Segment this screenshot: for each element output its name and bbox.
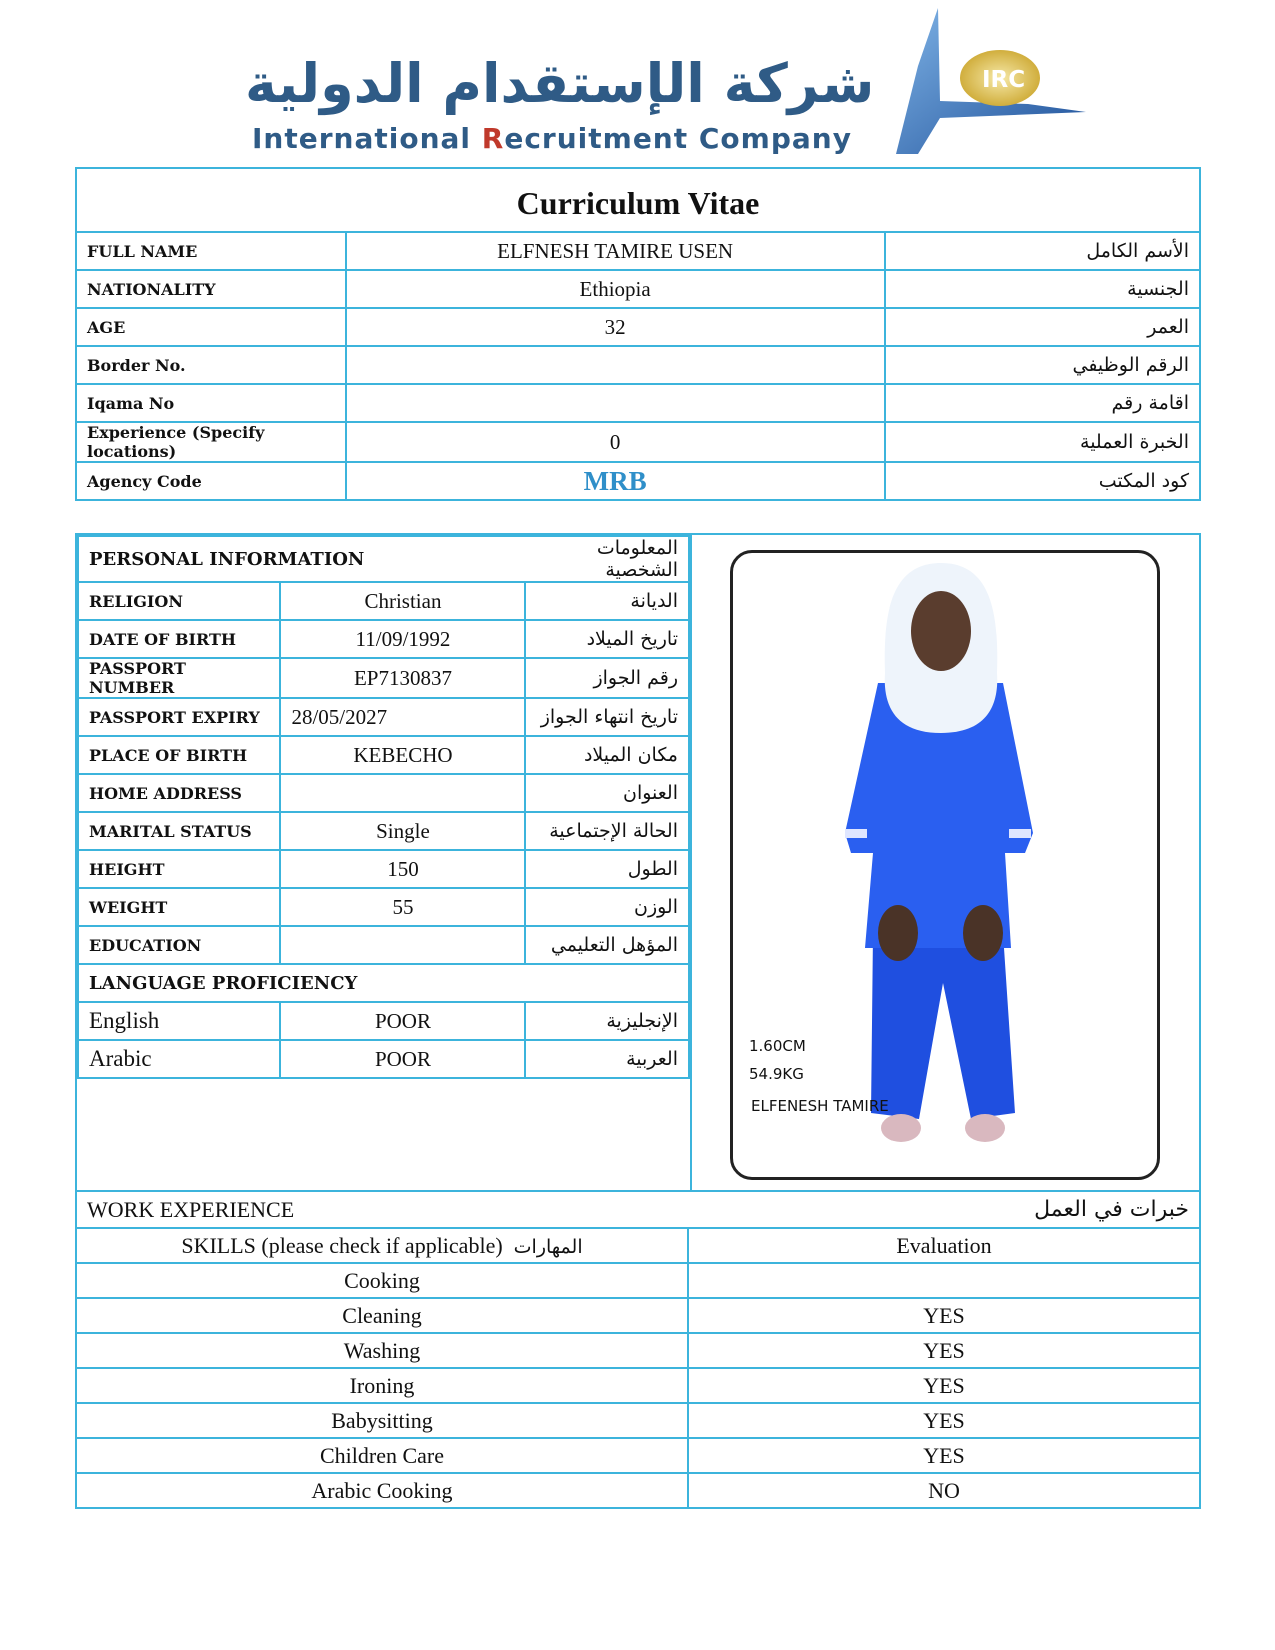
pi-label: DATE OF BIRTH [78,620,280,658]
section-divider [690,535,692,1190]
skill-name: Cleaning [76,1298,688,1333]
pi-value: 11/09/1992 [280,620,525,658]
cv-label: AGE [76,308,346,346]
skill-name: Washing [76,1333,688,1368]
pi-arabic-label: رقم الجواز [525,658,689,698]
skill-name: Children Care [76,1438,688,1473]
cv-value: ELFNESH TAMIRE USEN [346,232,885,270]
personal-info-heading: PERSONAL INFORMATION [78,536,525,582]
pi-row-place-of-birth [78,736,689,774]
cv-row-agency-code [76,462,1200,500]
skill-row-children-care [76,1438,1200,1473]
logo-arabic-text: شركة الإستقدام الدولية [245,52,875,115]
pi-row-religion [78,582,689,620]
cv-label: Iqama No [76,384,346,422]
cv-arabic-label: اقامة رقم [885,384,1200,422]
cv-arabic-label: الخبرة العملية [885,422,1200,462]
language-level: POOR [280,1002,525,1040]
pi-row-date-of-birth [78,620,689,658]
cv-row-nationality [76,270,1200,308]
skill-name: Arabic Cooking [76,1473,688,1508]
skill-row-cleaning [76,1298,1200,1333]
pi-arabic-label: الحالة الإجتماعية [525,812,689,850]
skill-name: Babysitting [76,1403,688,1438]
skill-evaluation: NO [688,1473,1200,1508]
cv-arabic-label: الجنسية [885,270,1200,308]
skills-heading-cell [76,1228,688,1263]
pi-label: PLACE OF BIRTH [78,736,280,774]
skill-evaluation: YES [688,1298,1200,1333]
photo-name-caption: ELFENESH TAMIRE [751,1097,889,1115]
pi-label: EDUCATION [78,926,280,964]
personal-info-table [77,535,690,1079]
skill-evaluation: YES [688,1403,1200,1438]
cv-arabic-label: كود المكتب [885,462,1200,500]
cv-row-border-no [76,346,1200,384]
candidate-photo [730,550,1160,1180]
cv-value: 0 [346,422,885,462]
candidate-figure-icon [733,553,1160,1180]
skill-evaluation: YES [688,1438,1200,1473]
pi-value: 150 [280,850,525,888]
skills-heading-row [76,1228,1200,1263]
pi-value: 28/05/2027 [280,698,525,736]
cv-label: Experience (Specify locations) [76,422,346,462]
pi-value: Single [280,812,525,850]
pi-row-passport-number [78,658,689,698]
pi-arabic-label: تاريخ انتهاء الجواز [525,698,689,736]
logo-badge-text: IRC [982,67,1026,93]
pi-value: EP7130837 [280,658,525,698]
skill-row-arabic-cooking [76,1473,1200,1508]
agency-code-value: MRB [346,462,885,500]
cv-row-age [76,308,1200,346]
pi-label: PASSPORT EXPIRY [78,698,280,736]
pi-arabic-label: الطول [525,850,689,888]
personal-info-heading-row [78,536,689,582]
cv-row-iqama-no [76,384,1200,422]
skills-table [75,1190,1201,1509]
cv-label: FULL NAME [76,232,346,270]
language-arabic-name: العربية [525,1040,689,1078]
skill-name: Ironing [76,1368,688,1403]
pi-row-education [78,926,689,964]
skills-heading: SKILLS (please check if applicable) [181,1232,503,1258]
language-heading-row [78,964,689,1002]
page-title: Curriculum Vitae [76,168,1200,232]
cv-value: 32 [346,308,885,346]
pi-value: Christian [280,582,525,620]
cv-summary-table [75,167,1201,501]
pi-value [280,926,525,964]
cv-value [346,384,885,422]
cv-row-full-name [76,232,1200,270]
skill-name: Cooking [76,1263,688,1298]
pi-label: HEIGHT [78,850,280,888]
pi-label: WEIGHT [78,888,280,926]
pi-arabic-label: العنوان [525,774,689,812]
skill-row-ironing [76,1368,1200,1403]
pi-value [280,774,525,812]
pi-label: PASSPORT NUMBER [78,658,280,698]
photo-height-caption: 1.60CM [749,1037,806,1055]
logo-english-part-2: ecruitment Company [504,122,852,155]
cv-label: NATIONALITY [76,270,346,308]
pi-row-passport-expiry [78,698,689,736]
pi-row-marital-status [78,812,689,850]
company-header [0,0,1275,165]
logo-english-part-1: International [252,122,482,155]
cv-label: Border No. [76,346,346,384]
work-experience-heading: WORK EXPERIENCE [76,1191,688,1228]
cv-row-experience [76,422,1200,462]
work-experience-row [76,1191,1200,1228]
pi-arabic-label: الوزن [525,888,689,926]
language-row-arabic [78,1040,689,1078]
cv-arabic-label: الرقم الوظيفي [885,346,1200,384]
language-arabic-name: الإنجليزية [525,1002,689,1040]
skill-row-babysitting [76,1403,1200,1438]
cv-value [346,346,885,384]
personal-info-heading-arabic: المعلومات الشخصية [525,536,689,582]
pi-value: KEBECHO [280,736,525,774]
language-level: POOR [280,1040,525,1078]
language-name: English [78,1002,280,1040]
cv-arabic-label: العمر [885,308,1200,346]
pi-arabic-label: المؤهل التعليمي [525,926,689,964]
skill-evaluation: YES [688,1333,1200,1368]
skill-row-cooking [76,1263,1200,1298]
skill-row-washing [76,1333,1200,1368]
skills-heading-arabic: المهارات [513,1235,583,1258]
skill-evaluation [688,1263,1200,1298]
pi-label: MARITAL STATUS [78,812,280,850]
pi-label: HOME ADDRESS [78,774,280,812]
work-experience-heading-arabic: خبرات في العمل [688,1191,1200,1228]
pi-row-home-address [78,774,689,812]
company-logo-icon [878,6,1088,156]
pi-row-height [78,850,689,888]
cv-label: Agency Code [76,462,346,500]
pi-arabic-label: مكان الميلاد [525,736,689,774]
cv-arabic-label: الأسم الكامل [885,232,1200,270]
photo-weight-caption: 54.9KG [749,1065,804,1083]
evaluation-heading: Evaluation [688,1228,1200,1263]
logo-english-text [252,122,852,155]
logo-english-r: R [481,122,505,155]
pi-arabic-label: الديانة [525,582,689,620]
pi-arabic-label: تاريخ الميلاد [525,620,689,658]
skill-evaluation: YES [688,1368,1200,1403]
cv-value: Ethiopia [346,270,885,308]
language-row-english [78,1002,689,1040]
language-proficiency-heading: LANGUAGE PROFICIENCY [78,964,689,1002]
pi-row-weight [78,888,689,926]
pi-value: 55 [280,888,525,926]
pi-label: RELIGION [78,582,280,620]
language-name: Arabic [78,1040,280,1078]
